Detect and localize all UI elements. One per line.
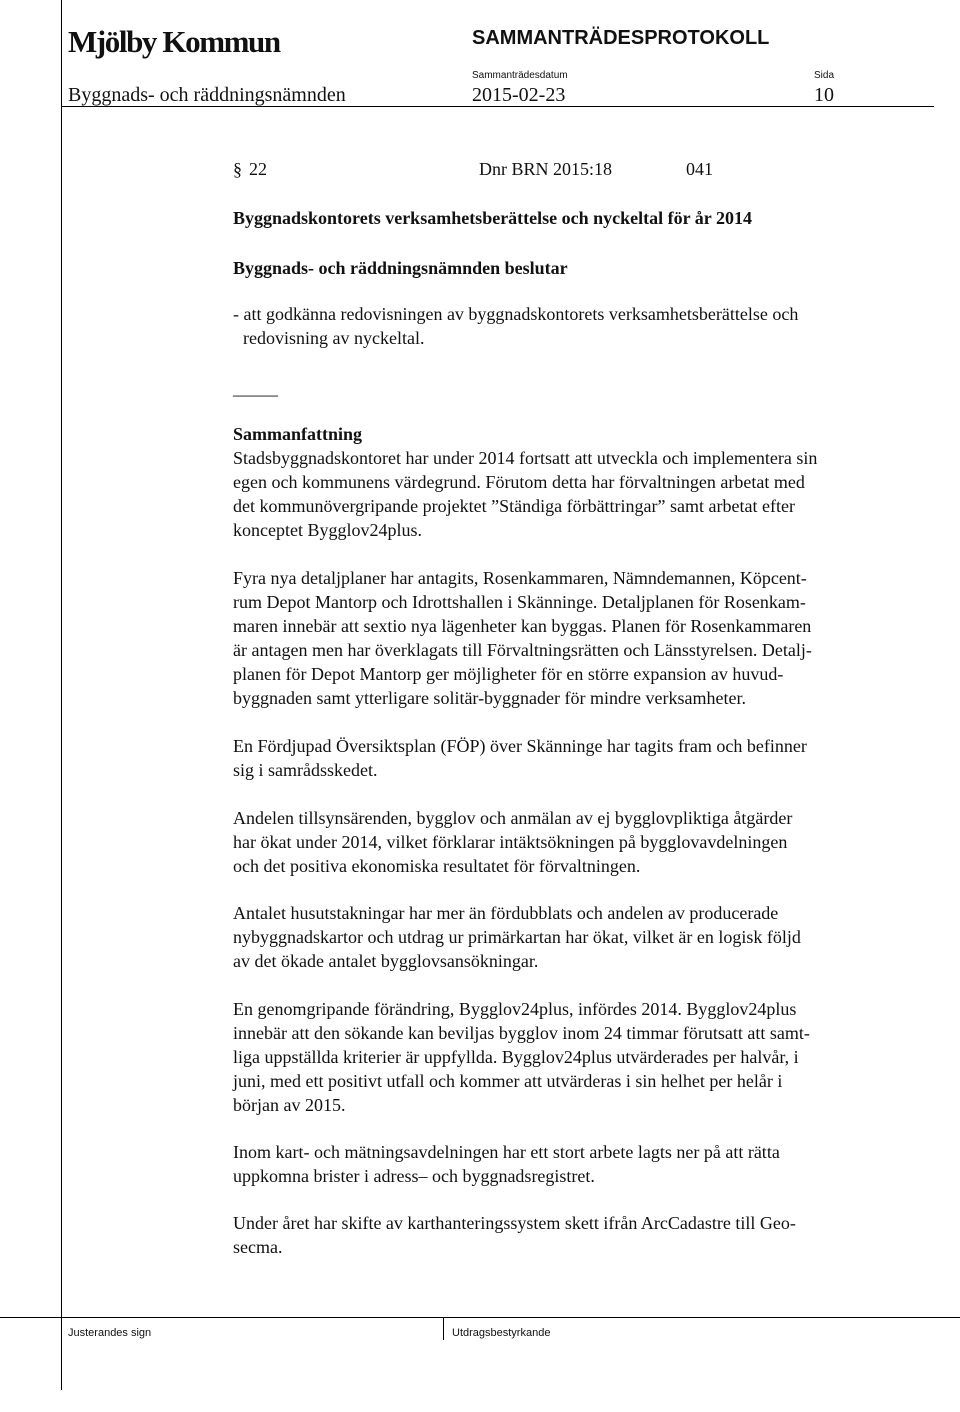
page-label: Sida — [814, 70, 835, 81]
summary-paragraph-4 — [233, 806, 913, 878]
text-line: Inom kart- och mätningsavdelningen har ett stort arbete lagts ner på att rätta — [233, 1142, 780, 1162]
text-line: byggnaden samt ytterligare solitär-byggnader för mindre verksamheter. — [233, 688, 746, 708]
item-number: 22 — [249, 159, 267, 179]
footer-rule — [0, 1317, 960, 1318]
summary-paragraph-5 — [233, 901, 913, 973]
date-label: Sammanträdesdatum — [472, 70, 568, 81]
summary-paragraph-6 — [233, 997, 913, 1117]
decision-heading-block — [233, 256, 913, 280]
text-line: innebär att den sökande kan beviljas bygglov inom 24 timmar förutsatt att samt- — [233, 1023, 810, 1043]
text-line: En genomgripande förändring, Bygglov24plus, infördes 2014. Bygglov24plus — [233, 999, 797, 1019]
text-line: liga uppställda kriterier är uppfyllda. Bygglov24plus utvärderades per halvår, i — [233, 1047, 799, 1067]
text-line: Andelen tillsynsärenden, bygglov och anmälan av ej bygglovpliktiga åtgärder — [233, 808, 793, 828]
summary-heading-block — [233, 422, 913, 446]
header-rule — [61, 106, 934, 107]
summary-paragraph-1 — [233, 446, 913, 542]
diary-number: Dnr BRN 2015:18 — [479, 159, 613, 179]
summary-paragraph-7 — [233, 1140, 913, 1188]
text-line: sig i samrådsskedet. — [233, 760, 378, 780]
text-line: maren innebär att sextio nya lägenheter kan byggas. Planen för Rosenkammaren — [233, 616, 812, 636]
board-name: Byggnads- och räddningsnämnden — [68, 84, 346, 106]
footer-divider — [443, 1318, 444, 1340]
text-line: har ökat under 2014, vilket förklarar intäktsökningen på bygglovavdelningen — [233, 832, 788, 852]
separator-block — [233, 376, 913, 400]
summary-heading: Sammanfattning — [233, 424, 363, 444]
text-line: av det ökade antalet bygglovsansökningar. — [233, 951, 539, 971]
document-type: SAMMANTRÄDESPROTOKOLL — [472, 27, 770, 49]
decision-line: - att godkänna redovisningen av byggnadskontorets verksamhetsberättelse och — [233, 304, 799, 324]
summary-paragraph-3 — [233, 734, 913, 782]
text-line: Fyra nya detaljplaner har antagits, Rosenkammaren, Nämndemannen, Köpcent- — [233, 568, 807, 588]
text-line: planen för Depot Mantorp ger möjligheter för en större expansion av huvud- — [233, 664, 784, 684]
text-line: är antagen men har överklagats till Förvaltningsrätten och Länsstyrelsen. Detalj- — [233, 640, 812, 660]
text-line: Stadsbyggnadskontoret har under 2014 fortsatt att utveckla och implementera sin — [233, 448, 818, 468]
text-line: En Fördjupad Översiktsplan (FÖP) över Skänninge har tagits fram och befinner — [233, 736, 807, 756]
item-title-block — [233, 206, 913, 230]
text-line: egen och kommunens värdegrund. Förutom detta har förvaltningen arbetat med — [233, 472, 805, 492]
summary-paragraph-2 — [233, 566, 913, 710]
text-line: juni, med ett positivt utfall och kommer att utvärderas i sin helhet per helår i — [233, 1071, 783, 1091]
summary-paragraph-8 — [233, 1211, 913, 1259]
text-line: nybyggnadskartor och utdrag ur primärkartan har ökat, vilket är en logisk följd — [233, 927, 801, 947]
decision-text — [233, 302, 913, 350]
page-number: 10 — [814, 84, 834, 106]
text-line: secma. — [233, 1237, 283, 1257]
excerpt-label: Utdragsbestyrkande — [452, 1327, 551, 1339]
meeting-date: 2015-02-23 — [472, 84, 566, 106]
left-margin-rule — [61, 0, 62, 1390]
text-line: Antalet husutstakningar har mer än fördubblats och andelen av producerade — [233, 903, 779, 923]
section-sign: § — [233, 159, 242, 179]
item-title: Byggnadskontorets verksamhetsberättelse och nyckeltal för år 2014 — [233, 208, 752, 228]
decision-line: redovisning av nyckeltal. — [243, 328, 425, 348]
text-line: Under året har skifte av karthanteringssystem skett ifrån ArcCadastre till Geo- — [233, 1213, 796, 1233]
signature-label: Justerandes sign — [68, 1327, 152, 1339]
text-line: det kommunövergripande projektet ”Ständiga förbättringar” samt arbetat efter — [233, 496, 795, 516]
text-line: uppkomna brister i adress– och byggnadsregistret. — [233, 1166, 595, 1186]
text-line: början av 2015. — [233, 1095, 346, 1115]
text-line: och det positiva ekonomiska resultatet för förvaltningen. — [233, 856, 641, 876]
text-line: rum Depot Mantorp och Idrottshallen i Skänninge. Detaljplanen för Rosenkam- — [233, 592, 806, 612]
archive-code: 041 — [686, 159, 713, 179]
text-line: konceptet Bygglov24plus. — [233, 520, 422, 540]
decision-heading: Byggnads- och räddningsnämnden beslutar — [233, 258, 568, 278]
organization-name: Mjölby Kommun — [68, 24, 280, 59]
separator-line: _____ — [233, 378, 278, 398]
